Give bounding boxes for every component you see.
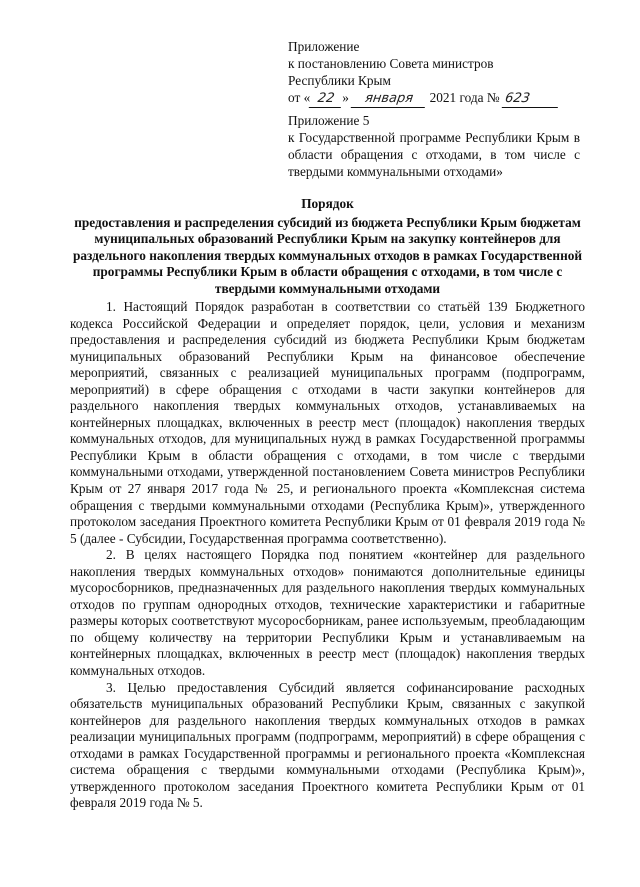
appendix-program-reference: к Государственной программе Республики Крым в области обращения с отходами, в том числе с твердыми коммунальными отходами» [288, 130, 580, 179]
appendix-label: Приложение 5 [288, 113, 370, 128]
resolution-attachment-header [288, 38, 578, 108]
paragraph-3: 3. Целью предоставления Субсидий является софинансирование расходных обязательств муниципальных образований Республики Крым, связанных с закупкой контейнеров для раздельного накопления твердых коммунальных отходов в рамках реализации муниципальных программ (подпрограмм, мероприятий) в сфере обращения с отходами в рамках Государственной программы и регионального проекта «Комплексная система обращения с твердыми коммунальными отходами (Республика Крым)», утвержденного протоколом заседания Проектного комитета Республики Крым от 01 февраля 2019 года № 5. [70, 679, 585, 811]
year-text: 2021 года № [429, 90, 500, 105]
document-title [70, 196, 585, 298]
resolution-reference: к постановлению Совета министров [288, 56, 494, 71]
resolution-date-line [288, 89, 578, 108]
title-main: Порядок [301, 196, 354, 211]
republic-name: Республики Крым [288, 73, 391, 88]
document-body [70, 299, 585, 812]
date-mid: » [342, 90, 349, 105]
paragraph-2: 2. В целях настоящего Порядка под понятием «контейнер для раздельного накопления твердых коммунальных отходов» понимаются дополнительные единицы мусоросборников, предназначенных для раздельного накопления твердых коммунальных отходов по группам однородных отходов, технические характеристики и габаритные размеры которых соответствуют мусоросборникам, ранее используемым, преобладающим по общему количеству на территории Республики Крым и устанавливаемым на контейнерных площадках, включенных в реестр мест (площадок) накопления твердых коммунальных отходов. [70, 547, 585, 679]
handwritten-number: 623 [502, 90, 561, 108]
title-subtitle: предоставления и распределения субсидий из бюджета Республики Крым бюджетам муниципальных образований Республики Крым на закупку контейнеров для раздельного накопления твердых коммунальных отходов в рамках Государственной программы Республики Крым в области обращения с отходами, в том числе с твердыми коммунальными отходами [72, 214, 583, 296]
handwritten-day: 22 [309, 90, 344, 108]
handwritten-month: января [351, 90, 428, 108]
date-prefix: от « [288, 90, 311, 105]
attachment-label: Приложение [288, 39, 360, 54]
appendix-header [288, 112, 580, 180]
paragraph-1: 1. Настоящий Порядок разработан в соответствии со статьёй 139 Бюджетного кодекса Российской Федерации и определяет порядок, цели, условия и механизм предоставления и распределения субсидий из бюджета Республики Крым бюджетам муниципальных образований Республики Крым на финансовое обеспечение мероприятий, связанных с реализацией муниципальных программ (подпрограмм, мероприятий) в сфере обращения с отходами в части закупки контейнеров для раздельного накопления твердых коммунальных отходов, устанавливаемых на контейнерных площадках, включенных в реестр мест (площадок) накопления твердых коммунальных отходов, для муниципальных нужд в рамках Государственной программы Республики Крым в области обращения с отходами, в том числе с твердыми коммунальными отходами, утвержденной постановлением Совета министров Республики Крым от 27 января 2017 года № 25, и регионального проекта «Комплексная система обращения с твердыми коммунальными отходами (Республика Крым)», утвержденного протоколом заседания Проектного комитета Республики Крым от 01 февраля 2019 года № 5 (далее - Субсидии, Государственная программа соответственно). [70, 299, 585, 546]
